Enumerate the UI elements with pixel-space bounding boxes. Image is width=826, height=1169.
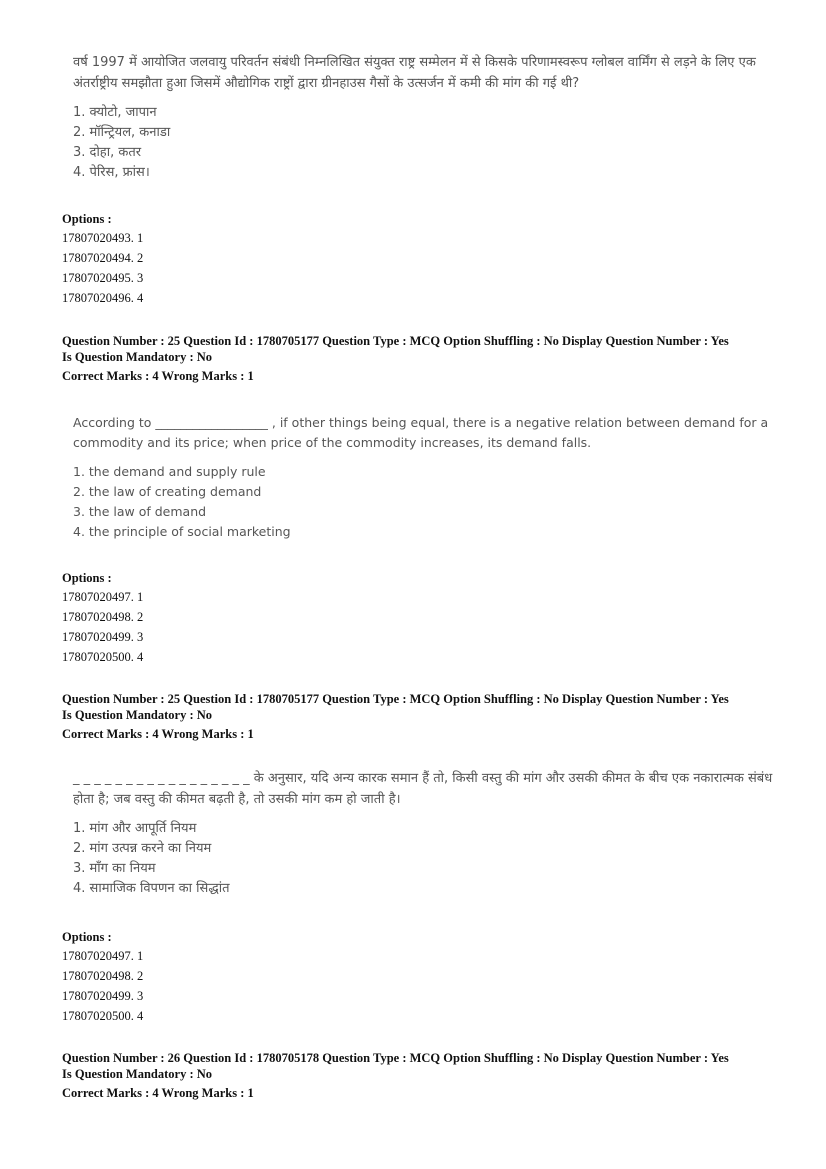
choice: 2. मॉन्ट्रियल, कनाडा — [73, 125, 171, 140]
option-id: 17807020496. 4 — [62, 291, 144, 305]
option-id: 17807020498. 2 — [62, 610, 144, 624]
meta-line: Question Number : 25 Question Id : 1780705177 Question Type : MCQ Option Shuffling : No Display Question Number : Yes — [62, 334, 729, 348]
question-image-hindi-demand — [73, 768, 773, 899]
options-list — [62, 930, 143, 1029]
choice: 4. सामाजिक विपणन का सिद्धांत — [73, 881, 230, 896]
choice: 1. क्योटो, जापान — [73, 105, 157, 120]
question-meta — [62, 1051, 802, 1102]
option-id: 17807020498. 2 — [62, 969, 144, 983]
options-label: Options : — [62, 930, 112, 944]
choice: 4. पेरिस, फ्रांस। — [73, 165, 150, 180]
option-id: 17807020497. 1 — [62, 949, 144, 963]
option-id: 17807020500. 4 — [62, 1009, 144, 1023]
question-text: वर्ष 1997 में आयोजित जलवायु परिवर्तन संबंधी निम्नलिखित संयुक्त राष्ट्र सम्मेलन में से किसके परिणामस्वरूप ग्लोबल वार्मिंग से लड़ने के लिए एक अंतर्राष्ट्रीय समझौता हुआ जिसमें औद्योगिक राष्ट्रों द्वारा ग्रीनहाउस गैसों के उत्सर्जन में कमी की मांग की गई थी? — [73, 55, 756, 91]
choice: 1. मांग और आपूर्ति नियम — [73, 821, 197, 836]
meta-marks: Correct Marks : 4 Wrong Marks : 1 — [62, 727, 254, 741]
options-label: Options : — [62, 212, 112, 226]
option-id: 17807020494. 2 — [62, 251, 144, 265]
meta-marks: Correct Marks : 4 Wrong Marks : 1 — [62, 1086, 254, 1100]
choice: 3. the law of demand — [73, 504, 207, 519]
meta-line: Question Number : 26 Question Id : 1780705178 Question Type : MCQ Option Shuffling : No Display Question Number : Yes — [62, 1051, 729, 1065]
option-id: 17807020499. 3 — [62, 989, 144, 1003]
options-list — [62, 571, 143, 670]
option-id: 17807020493. 1 — [62, 231, 144, 245]
choice: 1. the demand and supply rule — [73, 464, 266, 479]
meta-mandatory: Is Question Mandatory : No — [62, 349, 213, 364]
question-meta — [62, 692, 802, 743]
options-label: Options : — [62, 571, 112, 585]
option-id: 17807020497. 1 — [62, 590, 144, 604]
choice: 3. दोहा, कतर — [73, 145, 142, 160]
options-list — [62, 212, 143, 311]
meta-line: Question Number : 25 Question Id : 1780705177 Question Type : MCQ Option Shuffling : No Display Question Number : Yes — [62, 692, 729, 706]
option-id: 17807020500. 4 — [62, 650, 144, 664]
meta-marks: Correct Marks : 4 Wrong Marks : 1 — [62, 369, 254, 383]
choice: 2. the law of creating demand — [73, 484, 262, 499]
option-id: 17807020499. 3 — [62, 630, 144, 644]
option-id: 17807020495. 3 — [62, 271, 144, 285]
question-meta — [62, 334, 802, 385]
question-text: _ _ _ _ _ _ _ _ _ _ _ _ _ _ _ _ _ के अनुसार, यदि अन्य कारक समान हैं तो, किसी वस्तु की मांग और उसकी कीमत के बीच एक नकारात्मक संबंध होता है; जब वस्तु की कीमत बढ़ती है, तो उसकी मांग कम हो जाती है। — [73, 771, 773, 807]
question-text: According to __________________ , if other things being equal, there is a negative relation between demand for a commodity and its price; when price of the commodity increases, its demand falls. — [73, 415, 769, 450]
meta-mandatory: Is Question Mandatory : No — [62, 707, 213, 722]
meta-mandatory: Is Question Mandatory : No — [62, 1066, 213, 1081]
question-image-english-demand — [73, 413, 773, 542]
choice: 3. माँग का नियम — [73, 861, 156, 876]
choice: 4. the principle of social marketing — [73, 524, 291, 539]
question-image-hindi-climate — [73, 52, 773, 183]
choice: 2. मांग उत्पन्न करने का नियम — [73, 841, 212, 856]
